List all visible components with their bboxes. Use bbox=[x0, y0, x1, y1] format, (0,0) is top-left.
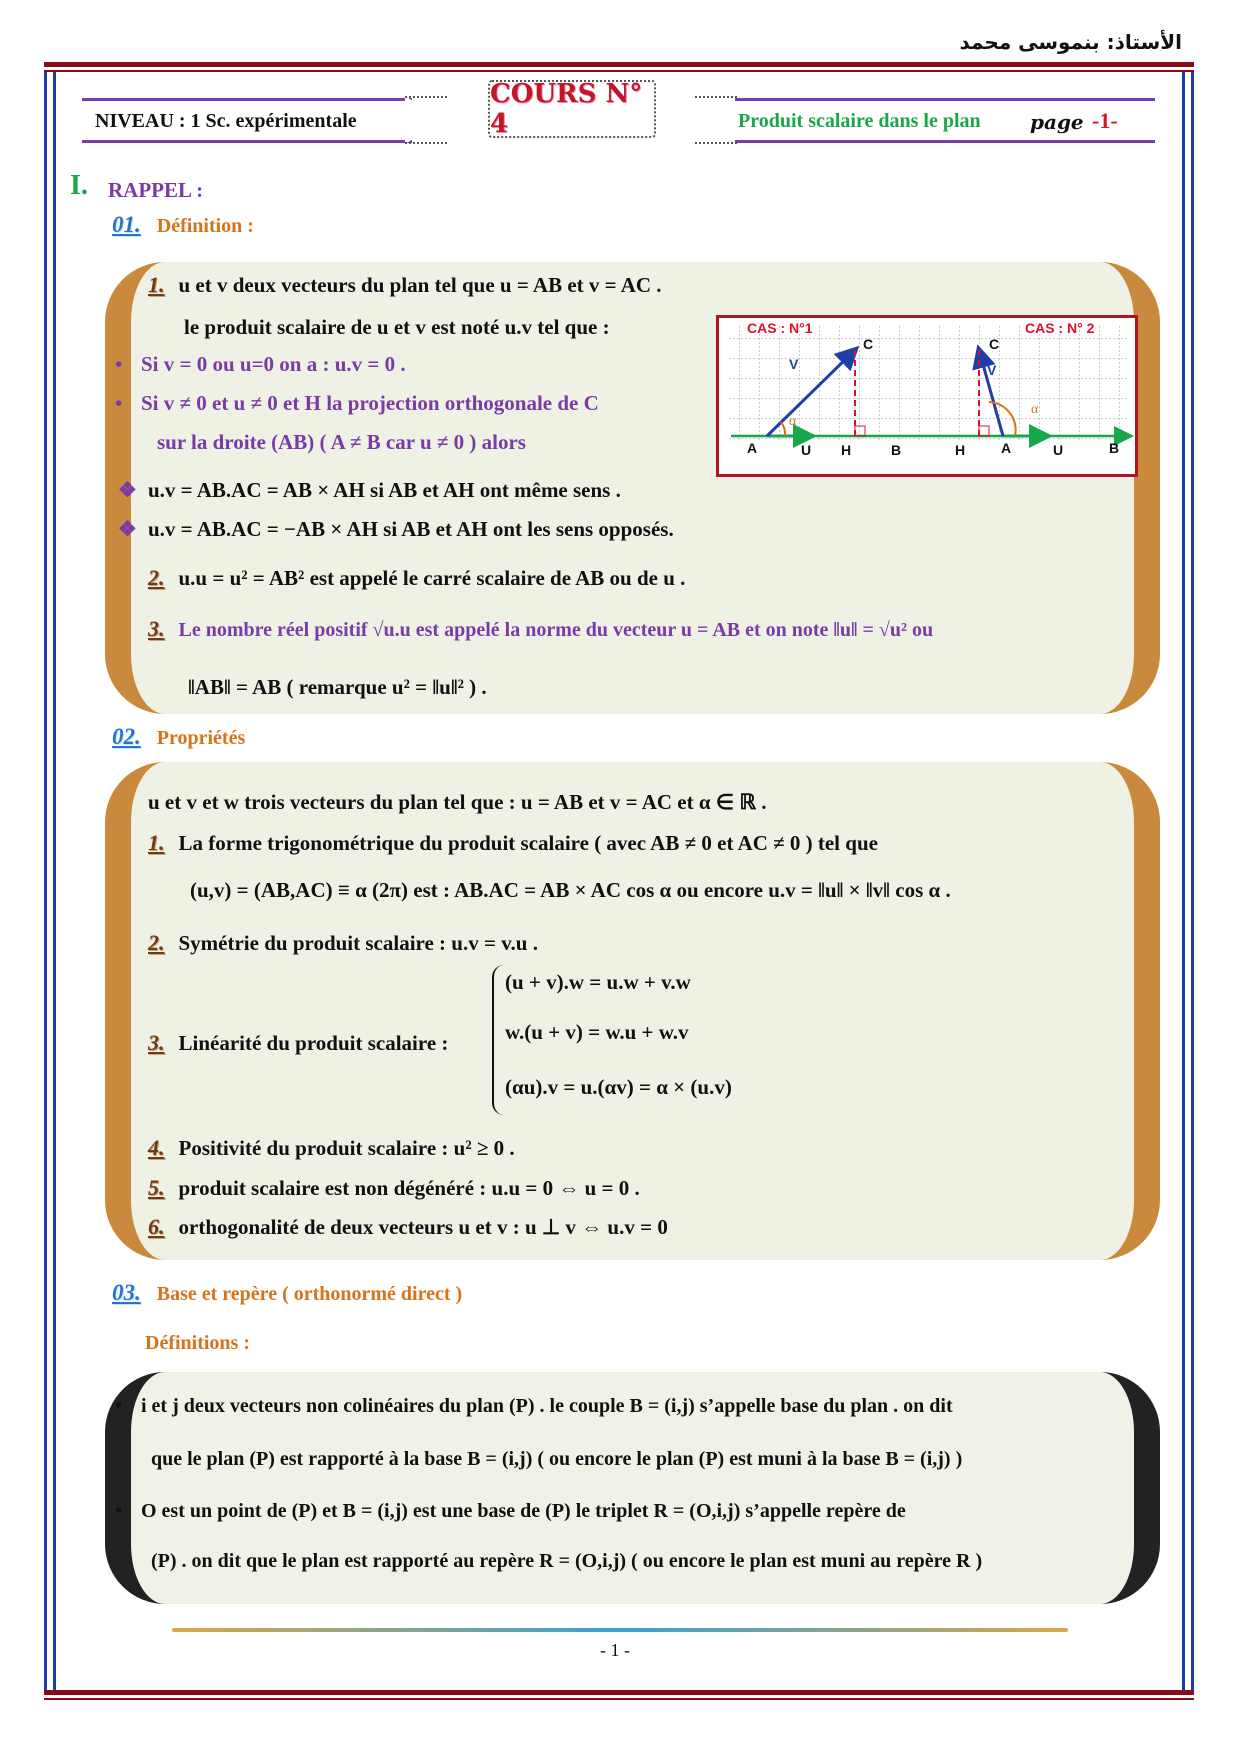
page-number: -1- bbox=[1092, 108, 1118, 133]
def-num-3: 3. bbox=[148, 616, 165, 641]
prop-line-6 bbox=[148, 1214, 668, 1240]
frame-bottom-line bbox=[44, 1690, 1194, 1695]
base-line-1a bbox=[115, 1395, 953, 1418]
frame-top-line bbox=[44, 62, 1194, 67]
def-line-4 bbox=[115, 391, 599, 416]
header-chevron-left-outline bbox=[405, 96, 447, 144]
diamond-bullet-icon: ❖ bbox=[118, 517, 137, 541]
linearity-eq-3: (αu).v = u.(αv) = α × (u.v) bbox=[505, 1075, 732, 1099]
fig2-label-c: C bbox=[989, 336, 1000, 352]
cours-label: COURS N° 4 bbox=[490, 79, 643, 139]
prop-text-6: orthogonalité de deux vecteurs u et v : u ⊥ v ⇔ u.v = 0 bbox=[178, 1215, 668, 1239]
base-line-2b: (P) . on dit que le plan est rapporté au repère R = (O,i,j) ( ou encore le plan est muni au repère R ) bbox=[151, 1550, 983, 1572]
fig2-label-b: B bbox=[1109, 440, 1120, 456]
def-line-7 bbox=[118, 517, 674, 542]
bullet-icon: • bbox=[115, 391, 123, 415]
def-line-1 bbox=[148, 272, 662, 298]
prop-line-1b: (u,v) = (AB,AC) ≡ α (2π) est : AB.AC = AB × AC cos α ou encore u.v = ‖u‖ × ‖v‖ cos α . bbox=[190, 878, 951, 902]
prop-num-2: 2. bbox=[148, 930, 165, 955]
header-bar-right-bottom bbox=[735, 140, 1155, 143]
def-num-2: 2. bbox=[148, 565, 165, 590]
def-text-9: Le nombre réel positif √u.u est appelé la norme du vecteur u = AB et on note ‖u‖ = √u² ou bbox=[178, 619, 934, 641]
bullet-icon: • bbox=[115, 1500, 123, 1522]
prop-intro: u et v et w trois vecteurs du plan tel que : u = AB et v = AC et α ∈ ℝ . bbox=[148, 790, 767, 814]
fig2-label-h: H bbox=[955, 442, 966, 458]
prop-text-4: Positivité du produit scalaire : u² ≥ 0 . bbox=[178, 1136, 515, 1160]
prop-num-5: 5. bbox=[148, 1175, 165, 1200]
fig2-label-a: A bbox=[1001, 440, 1012, 456]
fig1-label-u: U bbox=[801, 442, 812, 458]
base-text-1a: i et j deux vecteurs non colinéaires du plan (P) . le couple B = (i,j) s’appelle base du plan . on dit bbox=[141, 1395, 953, 1417]
prop-line-4 bbox=[148, 1135, 515, 1161]
subsection-01-num: 01. bbox=[112, 212, 141, 237]
projection-figure-svg bbox=[719, 318, 1135, 474]
prop-line-5 bbox=[148, 1175, 640, 1201]
def-text-1: u et v deux vecteurs du plan tel que u = AB et v = AC . bbox=[178, 273, 662, 297]
level-label: NIVEAU : 1 Sc. expérimentale bbox=[95, 110, 357, 132]
def-line-3 bbox=[115, 352, 406, 377]
subsection-01-title: Définition : bbox=[156, 215, 254, 237]
prop-text-2: Symétrie du produit scalaire : u.v = v.u . bbox=[178, 931, 538, 955]
header-bar-right bbox=[735, 98, 1155, 101]
def-text-8: u.u = u² = AB² est appelé le carré scalaire de AB ou de u . bbox=[178, 566, 686, 590]
subsection-03-title: Base et repère ( orthonormé direct ) bbox=[156, 1283, 463, 1305]
prop-text-3: Linéarité du produit scalaire : bbox=[178, 1031, 449, 1055]
def-line-2: le produit scalaire de u et v est noté u.v tel que : bbox=[184, 315, 610, 339]
prop-num-1: 1. bbox=[148, 830, 165, 855]
prop-line-1 bbox=[148, 830, 878, 856]
prop-text-1a: La forme trigonométrique du produit scalaire ( avec AB ≠ 0 et AC ≠ 0 ) tel que bbox=[178, 831, 878, 855]
section-title: RAPPEL : bbox=[108, 178, 204, 202]
def-text-4: Si v ≠ 0 et u ≠ 0 et H la projection orthogonale de C bbox=[141, 391, 599, 415]
header-bar-left bbox=[82, 98, 412, 101]
frame-left bbox=[44, 72, 56, 1690]
fig1-label-b: B bbox=[891, 442, 902, 458]
subsection-02-title: Propriétés bbox=[156, 727, 246, 749]
footer-page-number: - 1 - bbox=[600, 1640, 630, 1660]
topic-label: Produit scalaire dans le plan bbox=[738, 110, 981, 132]
fig2-label-v: V bbox=[987, 362, 997, 378]
def-num-1: 1. bbox=[148, 272, 165, 297]
def-text-3: Si v = 0 ou u=0 on a : u.v = 0 . bbox=[141, 352, 406, 376]
subsection-01 bbox=[112, 212, 254, 238]
fig1-label-a: A bbox=[747, 440, 758, 456]
def-text-6: u.v = AB.AC = AB × AH si AB et AH ont même sens . bbox=[148, 478, 621, 502]
prop-line-3 bbox=[148, 1030, 448, 1056]
base-line-2a bbox=[115, 1500, 906, 1523]
def-text-7: u.v = AB.AC = −AB × AH si AB et AH ont les sens opposés. bbox=[148, 517, 674, 541]
header-chevron-right-outline bbox=[695, 96, 737, 144]
linearity-brace bbox=[492, 965, 506, 1115]
diamond-bullet-icon: ❖ bbox=[118, 478, 137, 502]
cas2-label: CAS : N° 2 bbox=[1025, 320, 1095, 336]
fig1-label-v: V bbox=[789, 356, 799, 372]
base-text-2a: O est un point de (P) et B = (i,j) est une base de (P) le triplet R = (O,i,j) s’appelle repère de bbox=[141, 1500, 906, 1522]
linearity-eq-1: (u + v).w = u.w + v.w bbox=[505, 970, 691, 994]
frame-top-line-2 bbox=[44, 70, 1194, 72]
cours-box bbox=[488, 80, 656, 138]
subsection-02-num: 02. bbox=[112, 724, 141, 749]
def-line-6 bbox=[118, 478, 621, 503]
prop-num-6: 6. bbox=[148, 1214, 165, 1239]
fig2-label-alpha: α bbox=[1031, 402, 1039, 417]
section-numeral: I. bbox=[70, 170, 88, 201]
linearity-eq-2: w.(u + v) = w.u + w.v bbox=[505, 1020, 689, 1044]
projection-figure bbox=[716, 315, 1138, 477]
prop-line-2 bbox=[148, 930, 538, 956]
fig1-label-alpha: α bbox=[789, 414, 797, 429]
base-line-1b: que le plan (P) est rapporté à la base B = (i,j) ( ou encore le plan (P) est muni à la base B = (i,j) ) bbox=[151, 1448, 963, 1470]
header-bar-left-bottom bbox=[82, 140, 412, 143]
prop-num-4: 4. bbox=[148, 1135, 165, 1160]
frame-right bbox=[1182, 72, 1194, 1690]
footer-divider bbox=[172, 1628, 1068, 1632]
def-line-5: sur la droite (AB) ( A ≠ B car u ≠ 0 ) alors bbox=[157, 430, 526, 454]
bullet-icon: • bbox=[115, 352, 123, 376]
prop-text-5: produit scalaire est non dégénéré : u.u = 0 ⇔ u = 0 . bbox=[178, 1176, 640, 1200]
subsection-03 bbox=[112, 1280, 462, 1306]
fig1-label-c: C bbox=[863, 336, 874, 352]
fig1-label-h: H bbox=[841, 442, 852, 458]
def-line-10: ‖AB‖ = AB ( remarque u² = ‖u‖² ) . bbox=[188, 675, 487, 699]
definitions-title: Définitions : bbox=[145, 1332, 250, 1354]
prop-num-3: 3. bbox=[148, 1030, 165, 1055]
subsection-03-num: 03. bbox=[112, 1280, 141, 1305]
def-line-9 bbox=[148, 616, 933, 642]
teacher-name: الأستاذ: بنموسى محمد bbox=[959, 30, 1182, 54]
bullet-icon: • bbox=[115, 1395, 123, 1417]
def-line-8 bbox=[148, 565, 685, 591]
cas1-label: CAS : N°1 bbox=[747, 320, 813, 336]
fig2-label-u: U bbox=[1053, 442, 1064, 458]
subsection-02 bbox=[112, 724, 245, 750]
frame-bottom-line-2 bbox=[44, 1698, 1194, 1700]
page-label: page bbox=[1030, 110, 1084, 134]
